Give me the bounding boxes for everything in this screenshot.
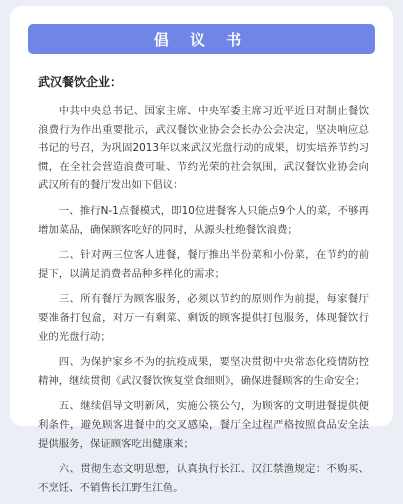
paragraph-item-4: 四、为保护家乡不为的抗疫成果，要坚决贯彻中央常态化疫情防控精神，继续贯彻《武汉餐饮恢复堂食细则》，确保进餐顾客的生命安全； [38,356,369,387]
salutation: 武汉餐饮企业： [38,75,123,89]
paragraph-item-1: 一、推行N-1点餐模式，即10位进餐客人只能点9个人的菜，不够再增加菜品，确保顾客吃好的同时，从源头杜绝餐饮浪费； [38,204,369,236]
paragraph-item-5: 五、继续倡导文明新风，实施公筷公勺，为顾客的文明进餐提供便利条件，避免顾客进餐中的交叉感染，餐厅全过程严格按照食品安全法提供服务，保证顾客吃出健康来； [38,400,369,450]
document-body [38,102,369,504]
document-card [10,6,393,494]
document-title: 倡 议 书 [153,30,250,49]
paragraph-item-3: 三、所有餐厅为顾客服务，必须以节约的原则作为前提，每家餐厅要准备打包盒，对万一有剩菜、剩饭的顾客提供打包服务，体现餐饮行业的光盘行动； [38,293,369,343]
title-banner [28,24,375,54]
paragraph-item-6: 六、贯彻生态文明思想，认真执行长江、汉江禁渔规定：不购买、不烹饪、不销售长江野生江鱼。 [38,463,369,494]
paragraph-intro: 中共中央总书记、国家主席、中央军委主席习近平近日对制止餐饮浪费行为作出重要批示，武汉餐饮业协会会长办公会决定，坚决响应总书记的号召，为巩固2013年以来武汉光盘行动的成果，切实培养节约习惯，在全社会营造浪费可耻、节约光荣的社会氛围，武汉餐饮业协会向武汉所有的餐厅发出如下倡议： [38,105,369,192]
paragraph-item-2: 二、针对两三位客人进餐，餐厅推出半份菜和小份菜，在节约的前提下，以满足消费者品种多样化的需求； [38,249,369,280]
